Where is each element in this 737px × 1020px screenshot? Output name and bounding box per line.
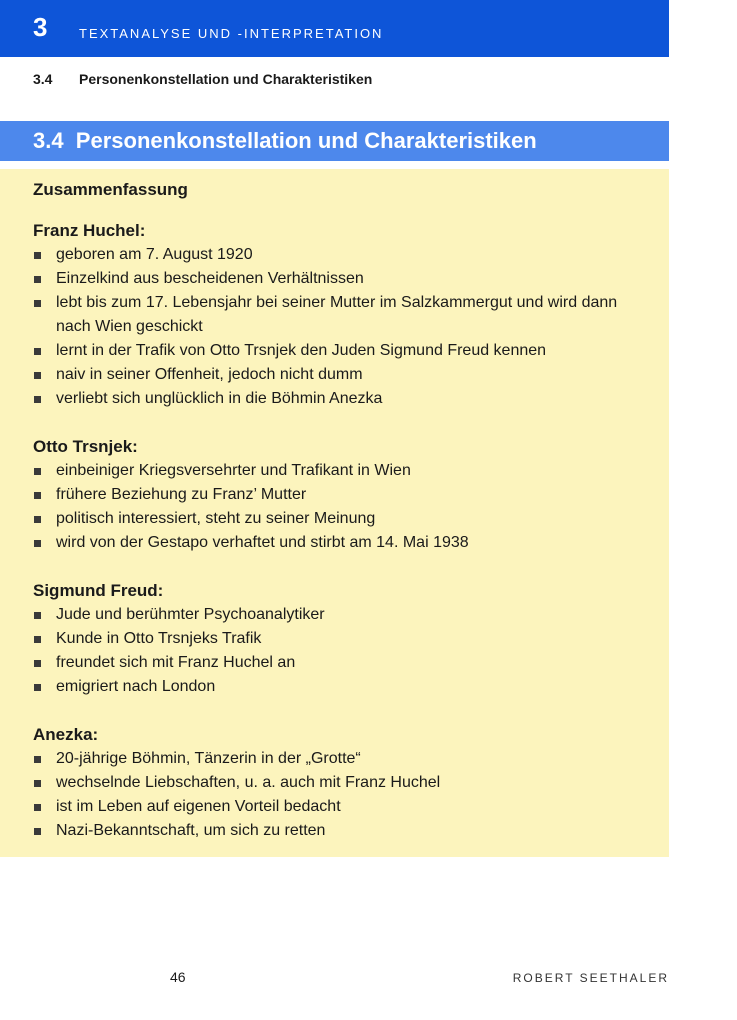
list-item-text: einbeiniger Kriegsversehrter und Trafikant in Wien	[56, 462, 411, 479]
chapter-title: TEXTANALYSE UND -INTERPRETATION	[79, 26, 384, 41]
running-head-title: Personenkonstellation und Charakteristiken	[79, 71, 373, 87]
section-title-band	[0, 121, 669, 161]
list-item-text: wechselnde Liebschaften, u. a. auch mit Franz Huchel	[56, 774, 441, 791]
square-bullet-icon	[34, 396, 41, 403]
square-bullet-icon	[34, 804, 41, 811]
list-item	[33, 267, 653, 291]
person-list	[33, 219, 653, 843]
list-item	[33, 747, 653, 771]
list-item-text: wird von der Gestapo verhaftet und stirbt am 14. Mai 1938	[56, 534, 469, 551]
square-bullet-icon	[34, 612, 41, 619]
list-item	[33, 483, 653, 507]
list-item	[33, 531, 653, 555]
list-item-text: lebt bis zum 17. Lebensjahr bei seiner Mutter im Salzkammergut und wird dann nach Wien geschickt	[56, 294, 618, 335]
square-bullet-icon	[34, 828, 41, 835]
square-bullet-icon	[34, 756, 41, 763]
person-name: Anezka:	[33, 725, 99, 744]
square-bullet-icon	[34, 684, 41, 691]
list-item	[33, 651, 653, 675]
list-item	[33, 291, 653, 339]
person-block	[33, 723, 653, 843]
list-item	[33, 771, 653, 795]
person-block	[33, 219, 653, 411]
list-item-text: freundet sich mit Franz Huchel an	[56, 654, 296, 671]
person-name: Otto Trsnjek:	[33, 437, 138, 456]
list-item-text: politisch interessiert, steht zu seiner Meinung	[56, 510, 376, 527]
square-bullet-icon	[34, 348, 41, 355]
list-item	[33, 507, 653, 531]
square-bullet-icon	[34, 492, 41, 499]
list-item	[33, 819, 653, 843]
square-bullet-icon	[34, 372, 41, 379]
list-item	[33, 675, 653, 699]
square-bullet-icon	[34, 252, 41, 259]
square-bullet-icon	[34, 660, 41, 667]
list-item	[33, 387, 653, 411]
list-item-text: Einzelkind aus bescheidenen Verhältnissen	[56, 270, 364, 287]
square-bullet-icon	[34, 516, 41, 523]
summary-content	[33, 179, 653, 867]
list-item	[33, 603, 653, 627]
person-block	[33, 579, 653, 699]
chapter-header-band	[0, 0, 669, 57]
person-points	[33, 459, 653, 555]
list-item-text: Jude und berühmter Psychoanalytiker	[56, 606, 325, 623]
list-item	[33, 459, 653, 483]
person-points	[33, 603, 653, 699]
square-bullet-icon	[34, 780, 41, 787]
person-name: Sigmund Freud:	[33, 581, 164, 600]
list-item-text: lernt in der Trafik von Otto Trsnjek den Juden Sigmund Freud kennen	[56, 342, 547, 359]
person-points	[33, 243, 653, 411]
list-item-text: naiv in seiner Offenheit, jedoch nicht dumm	[56, 366, 363, 383]
summary-box	[0, 169, 669, 857]
section-title: 3.4 Personenkonstellation und Charakteristiken	[33, 128, 537, 153]
running-head	[33, 70, 372, 88]
square-bullet-icon	[34, 636, 41, 643]
list-item	[33, 627, 653, 651]
list-item	[33, 795, 653, 819]
list-item-text: Kunde in Otto Trsnjeks Trafik	[56, 630, 262, 647]
square-bullet-icon	[34, 540, 41, 547]
page-number: 46	[170, 969, 186, 985]
list-item-text: frühere Beziehung zu Franz’ Mutter	[56, 486, 307, 503]
list-item	[33, 339, 653, 363]
list-item	[33, 243, 653, 267]
square-bullet-icon	[34, 276, 41, 283]
person-block	[33, 435, 653, 555]
chapter-number: 3	[33, 12, 48, 42]
summary-heading: Zusammenfassung	[33, 180, 188, 199]
square-bullet-icon	[34, 300, 41, 307]
list-item-text: emigriert nach London	[56, 678, 216, 695]
list-item-text: 20-jährige Böhmin, Tänzerin in der „Grotte“	[56, 750, 361, 767]
list-item-text: Nazi-Bekanntschaft, um sich zu retten	[56, 822, 326, 839]
person-points	[33, 747, 653, 843]
author-name: ROBERT SEETHALER	[512, 971, 669, 985]
running-head-number: 3.4	[33, 71, 53, 87]
list-item-text: verliebt sich unglücklich in die Böhmin Anezka	[56, 390, 383, 407]
person-name: Franz Huchel:	[33, 221, 146, 240]
list-item-text: geboren am 7. August 1920	[56, 246, 253, 263]
list-item	[33, 363, 653, 387]
square-bullet-icon	[34, 468, 41, 475]
list-item-text: ist im Leben auf eigenen Vorteil bedacht	[56, 798, 341, 815]
